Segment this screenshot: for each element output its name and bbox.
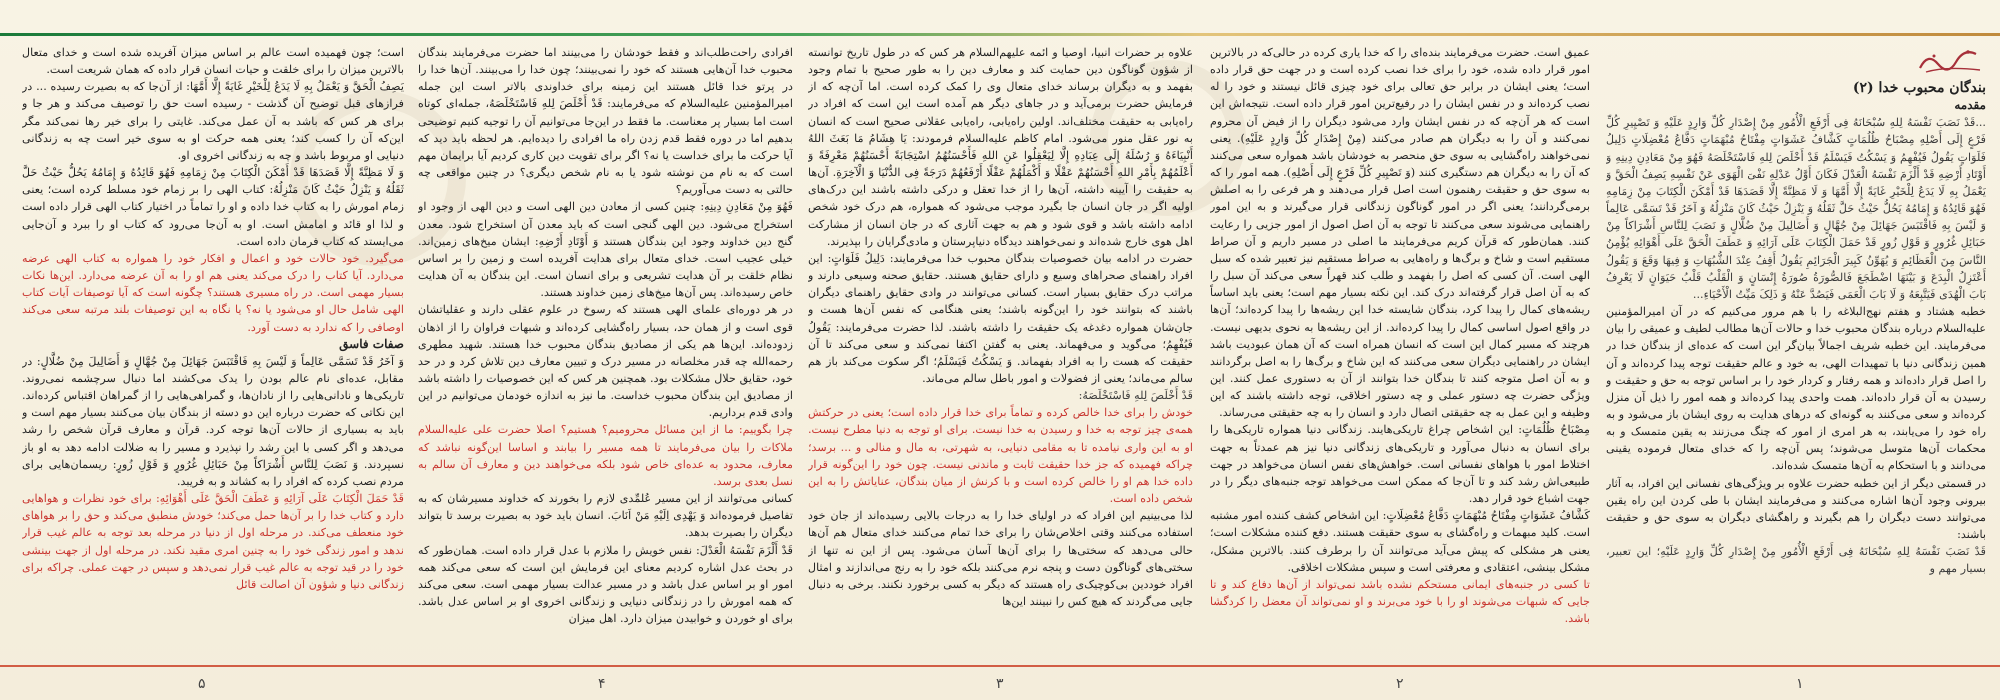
body-paragraph: کسانی می‌توانند از این مسیر عُلمِّدی لازم را بخورند که خداوند مسیرشان که به تفاصیل فرموده‌اند وَ یَهْدِی اِلَیْهِ مَنْ اَنَابَ. انسان باید خود به بصیرت برسد تا بتواند دیگران را بصیرت بدهد. xyxy=(418,492,793,540)
body-paragraph: در هر دوره‌ای علمای الهی هستند که رسوخ در علوم عقلی دارند و عقلیاتشان قوی است و از همان حد، بسیار راه‌گشایی کرده‌اند و شبهات فراوان را از اذهان زدوده‌اند. این‌ها هم یکی از مصادیق بندگان محبوب خدا هستند. شهید مطهری رحمه‌الله چه قدر مخلصانه در مسیر درک و تبیین معارف دین تلاش کرد و در حد خود، حقایق حلال مشکلات بود. همچنین هر کس که این خصوصیات را داشته باشد از مصادیق این بندگان محبوب خداست. ما نیز به اندازه خودمان می‌توانیم در این وادی قدم برداریم. xyxy=(418,303,793,420)
body-paragraph: افرادی راحت‌طلب‌اند و فقط خودشان را می‌بینند اما حضرت می‌فرمایند بندگان محبوب خدا آن‌هایی هستند که خود را نمی‌بینند؛ چون خدا را می‌بینند. آن‌ها خدا را در پرتو خدا قائل هستند این زمینه برای خداوندی بالاتر است این جمله امیرالمؤمنین علیه‌السلام که می‌فرمایند: قَدْ أَخْلَصَ لِلهِ فَاسْتَخْلَصَهُ، جمله‌ای کوتاه است اما بسیار پر معناست. ما فقط در این‌جا می‌توانیم آن را توجیه کنیم توضیحی بدهیم اما در دوره فقط قدم زدن راه ما افرادی را دیده‌ایم. هر لحظه باید دید که آیا حرکت ما برای خداست یا نه؟ اگر برای تقویت دین کاری کردیم آیا برایمان مهم است که به نام من نوشته شود یا به نام شخص دیگری؟ در چنین مواقعی چه حالتی به دست می‌آوریم؟ xyxy=(418,46,793,197)
hadith-paragraph: ...قَدْ نَصَبَ نَفْسَهُ لِلهِ سُبْحَانَهُ فِی أَرْفَعِ الْأُمُورِ مِنْ إِصْدَارِ کُلِّ وَارِدٍ عَلَیْهِ وَ تَصْیِیرِ کُلِّ فَرْعٍ إِلَی أَصْلِهِ مِصْبَاحُ ظُلُمَاتٍ کَشَّافُ عَشَوَاتٍ مِفْتَاحُ مُبْهَمَاتٍ دَفَّاعُ مُعْضِلَاتٍ دَلِیلُ فَلَوَاتٍ یَقُولُ فَیُفْهِمُ وَ یَسْکُتُ فَیَسْلَمُ قَدْ أَخْلَصَ لِلهِ فَاسْتَخْلَصَهُ فَهُوَ مِنْ مَعَادِنِ دِینِهِ وَ أَوْتَادِ أَرْضِهِ قَدْ أَلْزَمَ نَفْسَهُ الْعَدْلَ فَکَانَ أَوَّلُ عَدْلِهِ نَفْیَ الْهَوَی عَنْ نَفْسِهِ یَصِفُ الْحَقَّ وَ یَعْمَلُ بِهِ لَا یَدَعُ لِلْخَیْرِ غَایَةً إِلَّا أَمَّهَا وَ لَا مَظِنَّةً إِلَّا قَصَدَهَا قَدْ أَمْکَنَ الْکِتَابَ مِنْ زِمَامِهِ فَهُوَ قَائِدُهُ وَ إِمَامُهُ یَحُلُّ حَیْثُ حَلَّ ثَقَلُهُ وَ یَنْزِلُ حَیْثُ کَانَ مَنْزِلُهُ وَ آخَرُ قَدْ تَسَمَّی عَالِماً وَ لَیْسَ بِهِ فَاقْتَبَسَ جَهَائِلَ مِنْ جُهَّالٍ وَ أَضَالِیلَ مِنْ ضُلَّالٍ وَ نَصَبَ لِلنَّاسِ أَشْرَاکاً مِنْ حَبَائِلِ غُرُورٍ وَ قَوْلِ زُورٍ قَدْ حَمَلَ الْکِتَابَ عَلَی آرَائِهِ وَ عَطَفَ الْحَقَّ عَلَی أَهْوَائِهِ یُؤْمِنُ النَّاسَ مِنَ الْعَظَائِمِ وَ یُهَوِّنُ کَبِیرَ الْجَرَائِمِ یَقُولُ أَقِفُ عِنْدَ الشُّبُهَاتِ وَ فِیهَا وَقَعَ وَ یَقُولُ أَعْتَزِلُ الْبِدَعَ وَ بَیْنَهَا اضْطَجَعَ فَالصُّورَةُ صُورَةُ إِنْسَانٍ وَ الْقَلْبُ قَلْبُ حَیَوَانٍ لَا یَعْرِفُ بَابَ الْهُدَی فَیَتَّبِعَهُ وَ لَا بَابَ الْعَمَی فَیَصُدَّ عَنْهُ وَ ذَلِکَ مَیِّتُ الْأَحْیَاءِ... xyxy=(1606,116,1986,301)
body-paragraph: کَشَّافُ عَشَوَاتٍ مِفْتَاحُ مُبْهَمَاتٍ دَفَّاعُ مُعْضِلَاتٍ: این اشخاص کشف کننده امور مشتبه است. کلید مبهمات و راه‌گشای به سوی حقیقت هستند. دفع کننده مشکلات است؛ یعنی هر مشکلی که پیش می‌آید می‌توانند آن را برطرف کنند. بالاترین مشکل، مشکل بینشی، اعتقادی و معرفتی است و سپس مشکلات اخلاقی. xyxy=(1210,509,1590,574)
hadith-paragraph: قَدْ أَخْلَصَ لِلهِ فَاسْتَخْلَصَهُ: xyxy=(1078,389,1193,403)
highlight-paragraph: قَدْ حَمَلَ الْکِتَابَ عَلَی آرَائِهِ وَ عَطَفَ الْحَقَّ عَلَی أَهْوَائِهِ: برای خود نظرات و هواهایی دارد و کتاب خدا را بر آن‌ها حمل می‌کند؛ خودش منطبق می‌کند و حق را بر هواهای خود منعطف می‌کند. در مرحله اول از دنیا در مرحله بعد توجه به عالم غیب قرار ندهد و امور زندگی خود را به چنین امری مقید نکند. در مرحله اول از جهت بینشی خود را در قید توجه به عالم غیب قرار نمی‌دهد و سپس در جهت عملی. چراکه برای زندگانی دنیا و شؤون آن اصالت قائل xyxy=(22,492,404,591)
page-number-3: ۳ xyxy=(996,676,1004,692)
top-divider xyxy=(0,33,2000,36)
highlight-paragraph: چرا بگوییم: ما از این مسائل محرومیم؟ هستیم؟ اصلا حضرت علی علیه‌السلام ملاکات را بیان می‌فرمایند تا همه مسیر را بیابند و اساسا این‌گونه نباشد که معارف، محدود به عده‌ای خاص شود بلکه می‌خواهند دین و معارف آن سالم به نسل بعدی برسد. xyxy=(418,423,793,488)
body-paragraph: لذا می‌بینیم این افراد که در اولیای خدا را به درجات بالایی رسیده‌اند از جان خود استفاده می‌کنند وقتی اخلاص‌شان را برای خدا تمام می‌کنند خدای متعال هم آن‌ها حالی می‌دهد که سختی‌ها را برای آن‌ها آسان می‌شود. پس از این نه تنها از سختی‌های گوناگون دست و پنجه نرم می‌کنند بلکه خود را به رنج می‌اندازند و امثال افراد خوددین بی‌کوچیک‌ی راه هستند که دیگر به کسی برخورد نکنند. برخی به دنبال جایی می‌گردند که هیچ کس را نبینند این‌ها xyxy=(808,509,1193,608)
column-page-4 xyxy=(418,44,793,656)
body-paragraph: وَ آخَرُ قَدْ تَسَمَّی عَالِماً وَ لَیْسَ بِهِ فَاقْتَبَسَ جَهَائِلَ مِنْ جُهَّالٍ وَ أَضَالِیلَ مِنْ ضُلَّالٍ: در مقابل، عده‌ای نام عالم بودن را یدک می‌کشند اما دنبال سرچشمه نمی‌روند. تاریکی‌ها و نادانی‌هایی را از نادان‌ها، و گمراهی‌هایی را از گمراهان اقتباس کرده‌اند. این نکاتی که حضرت درباره این دو دسته از بندگان بیان می‌کنند بسیار مهم است و باید به بسیاری از حالات آن‌ها توجه کرد. قرآن و معارف قرآن شخص را رشد می‌دهد و اگر کسی با این رشد را نپذیرد و مسیر را به ضلالت ادامه دهد به او باز نسپردند. وَ نَصَبَ لِلنَّاسِ أَشْرَاکاً مِنْ حَبَائِلِ غُرُورٍ وَ قَوْلِ زُورٍ: ریسمان‌هایی برای مردم نصب کرده که افراد را به کشاند و به فریبد. xyxy=(22,354,404,488)
page-number-2: ۲ xyxy=(1396,676,1404,692)
highlight-paragraph: تا کسی در جنبه‌های ایمانی مستحکم نشده باشد نمی‌تواند از آن‌ها دفاع کند و تا جایی که شبهات می‌شوند او را با خود می‌برند و او نمی‌تواند آن معضل را کردگشا باشد. xyxy=(1210,577,1590,626)
page-number-1: ۱ xyxy=(1796,676,1804,692)
body-paragraph: قَدْ أَلْزَمَ نَفْسَهُ الْعَدْلَ: نفس خویش را ملازم با عدل قرار داده است. همان‌طور که در بحث عدل اشاره کردیم معنای این فرمایش این است که سعی می‌کند همه امور او بر اساس عدل باشد و در مسیر عدالت بسیار مهمی است. سعی می‌کند که همه امورش را در زندگانی دنیایی و زندگانی اخروی او بر اساس عدل باشد. برای او خوردن و خوابیدن میزان دارد. اهل میزان xyxy=(418,543,793,626)
column-page-3 xyxy=(808,44,1193,656)
body-paragraph: فَهُوَ مِنْ مَعَادِنِ دِینِهِ: چنین کسی از معادن دین الهی است و دین الهی از وجود او استخراج می‌شود. دین الهی گنجی است که باید معدن آن استخراج شود. معدن گنج دین خداوند وجود این بندگان هستند وَ أَوْتَادِ أَرْضِهِ: ایشان میخ‌های زمین‌اند. خیلی عجیب است. خدای متعال برای هدایت آفریده است و زمین را بر اساس نظام خلقت بر آن هدایت تشریعی و برای انسان است. این بندگان به آن هدایت خاص رسیده‌اند. پس آن‌ها میخ‌های زمین خداوند هستند. xyxy=(418,200,793,300)
body-paragraph: خطبه هشتاد و هفتم نهج‌البلاغه را با هم مرور می‌کنیم که در آن امیرالمؤمنین علیه‌السلام درباره بندگان محبوب خدا و حالات آن‌ها مطالب لطیف و عمیقی را بیان می‌فرمایند. این خطبه شریف اجمالاً بیان‌گر این است که عده‌ای از بندگان خدا در همین زندگانی دنیا با تمهیدات الهی، به خود و عالم حقیقت توجه پیدا کرده‌اند و آن را اصل قرار داده‌اند و همه رفتار و کردار خود را بر اساس توجه به حق و حقیقت و رسیدن به آن قرار داده‌اند. همت واحدی پیدا کرده‌اند و همه امور را ذیل آن منزل کرده‌اند و سعی می‌کنند به گونه‌ای که درهای هدایت به روی ایشان باز می‌شود و به راه خود را می‌یابند، به هر امری از امور که چنگ می‌زنند به یقین متمسک و به محکمات آن‌ها متوسل می‌شوند؛ پس آن‌چه را که خدای متعال فرموده یقینی می‌دانند و با استحکام به آن‌ها متمسک شده‌اند. xyxy=(1606,305,1986,473)
body-paragraph: وَ لَا مَظِنَّةً إِلَّا قَصَدَهَا قَدْ أَمْکَنَ الْکِتَابَ مِنْ زِمَامِهِ فَهُوَ قَائِدُهُ وَ إِمَامُهُ یَحُلُّ حَیْثُ حَلَّ ثَقَلُهُ وَ یَنْزِلُ حَیْثُ کَانَ مَنْزِلُهُ: کتاب الهی را بر زمام خود مسلط کرده است؛ یعنی زمام امورش را به کتاب خدا داده و او را تماماً در اختیار کتاب الهی قرار داده است و لذا او قائد و امامش است. او به آن‌جا می‌رود که کتاب او را ببرد و آن‌جایی می‌ایستد که کتاب فرمان داده است. xyxy=(22,166,404,248)
page-number-4: ۴ xyxy=(598,676,606,692)
body-paragraph: حضرت در ادامه بیان خصوصیات بندگان محبوب خدا می‌فرمایند: دَلِیلُ فَلَوَاتٍ: این افراد راهنمای صحراهای وسیع و دارای حقایق هستند. حقایق صحنه وسیعی دارند و مراتب درک حقایق بسیار است. کسانی می‌توانند در وادی حقایق راهنمای دیگران باشند که بتوانند خود را این‌گونه باشند؛ یعنی هنگامی که نفس آن‌ها هست و جان‌شان همواره دغدغه یک حقیقت را داشته باشند. لذا حضرت می‌فرمایند: یَقُولُ فَیُفْهِمُ؛ می‌گوید و می‌فهماند. یعنی به گفتن اکتفا نمی‌کند و سعی می‌کند تا آن حقیقت که هست را به افراد بفهماند. وَ یَسْکُتُ فَیَسْلَمُ؛ اگر سکوت می‌کند باز هم سالم می‌ماند؛ یعنی از فضولات و امور باطل سالم می‌ماند. xyxy=(808,251,1193,385)
intro-heading: مقدمه xyxy=(1954,98,1986,113)
bottom-divider xyxy=(0,665,2000,667)
column-page-1 xyxy=(1606,44,1986,656)
page-number-5: ۵ xyxy=(198,676,206,692)
hadith-paragraph: قَدْ نَصَبَ نَفْسَهُ لِلهِ سُبْحَانَهُ فِی أَرْفَعِ الْأُمُورِ مِنْ إِصْدَارِ کُلِّ وَارِدٍ عَلَیْهِ؛ این تعبیر، بسیار مهم و xyxy=(1606,545,1986,576)
section-heading-fasiq: صفات فاسق xyxy=(339,336,404,351)
highlight-paragraph: خودش را برای خدا خالص کرده و تماماً برای خدا قرار داده است؛ یعنی در حرکتش همه‌ی چیز توجه به خدا و رسیدن به خدا نیست. برای او توجه به دنیا مطرح نیست. او به این واری نیامده تا به مقامی دنیایی، به شهرتی، به مال و منالی و ... برسد؛ چراکه فهمیده که جز خدا حقیقت ثابت و ماندنی نیست. چون خود را این‌گونه قرار داده خدا هم او را خالص کرده است و با کرنش از میان بندگان، عنایاتش را به این شخص داده است. xyxy=(808,406,1193,506)
article-title: بندگان محبوب خدا (۲) xyxy=(1852,80,1986,96)
body-paragraph: یَصِفُ الْحَقَّ وَ یَعْمَلُ بِهِ لَا یَدَعُ لِلْخَیْرِ غَایَةً إِلَّا أَمَّهَا: از آن‌جا که به بصیرت رسیده ... در فرازهای قبل توضیح آن گذشت - رسیده است حق را توصیف می‌کند و هر جا و برای هر کس که باشد به آن عمل می‌کند. غایتی را برای خیر رها نمی‌کند مگر این‌که آن را کسب کند؛ یعنی همه حرکت او به سوی خیر است چه به زندگانی دنیایی او مربوط باشد و چه به زندگانی اخروی او. xyxy=(22,80,404,162)
body-paragraph: مِصْبَاحُ ظُلُمَاتٍ: این اشخاص چراغ تاریکی‌هایند. زندگانی دنیا همواره تاریکی‌ها را برای انسان به دنبال می‌آورد و تاریکی‌های زندگانی دنیا نیز هم عمدتاً به جهت اختلاط امور با هواهای نفسانی است. خواهش‌های نفس انسان می‌خواهد در جهت طبیعی‌اش رشد کند و تا آن‌جا که ممکن است می‌خواهد توجه جنبه‌های دیگر را در جهت اشباع خود قرار دهد. xyxy=(1210,423,1590,506)
column-page-5 xyxy=(22,44,404,656)
highlight-paragraph: می‌گیرد. خود حالات خود و اعمال و افکار خود را همواره به کتاب الهی عرضه می‌دارد. آیا کتاب را درک می‌کند یعنی هم او را به آن عرضه می‌دارد. این‌ها نکات بسیار مهمی است. در راه مسیری هستند؟ چگونه است که آیا توصیفات آیات کتاب الهی شامل حال او می‌شود یا نه؟ یا نگاه به این توصیفات بلند مرتبه سعی می‌کند اوصافی را که ندارد به دست آورد. xyxy=(22,251,404,334)
column-page-2 xyxy=(1210,44,1590,656)
body-paragraph: علاوه بر حضرات انبیا، اوصیا و ائمه علیهم‌السلام هر کس که در طول تاریخ توانسته از شؤون گوناگون دین حمایت کند و معارف دین را به طور صحیح با تمام وجود بفهمد و به دیگران برساند خدای متعال وی را کمک کرده است. اما آن‌چه که از فرمایش حضرت برمی‌آید و در جاهای دیگر هم آمده است این است که افراد در راه‌یابی به حقیقت مختلف‌اند. اولین راه‌یابی، راه‌یابی عقلانی صحیح است که انسان به نور عقل منور می‌شود. امام کاظم علیه‌السلام فرمودند: یَا هِشَامُ مَا بَعَثَ اللهُ أَنْبِیَاءَهُ وَ رُسُلَهُ إِلَی عِبَادِهِ إِلَّا لِیَعْقِلُوا عَنِ اللهِ فَأَحْسَنُهُمُ اسْتِجَابَةً أَحْسَنُهُمْ مَعْرِفَةً وَ أَعْلَمُهُمْ بِأَمْرِ اللهِ أَحْسَنُهُمْ عَقْلًا وَ أَکْمَلُهُمْ عَقْلًا أَرْفَعُهُمْ دَرَجَةً فِی الدُّنْیَا وَ الْآخِرَةِ. آن‌ها به حقیقت را آیینه داشته، آن‌ها را از خدا تعقل و درکی داشته باشند این درک‌های اولیه اگر در جان انسان جا بگیرد موجب می‌شود که همواره، هم درک خود شخص ادامه داشته باشد و قوی شود و هم به جهت آثاری که در جان انسان از مشارکت اهل هوی خارج شده‌اند و نمی‌خواهند دیدگاه دنیاپرستان و مادی‌گرایان را بپذیرند. xyxy=(808,46,1193,248)
bismillah-calligraphy xyxy=(1916,44,1986,78)
body-paragraph: است؛ چون فهمیده است عالم بر اساس میزان آفریده شده است و خدای متعال بالاترین میزان را برای خلقت و حیات انسان قرار داده که همان شریعت است. xyxy=(22,46,404,77)
body-paragraph: عمیق است. حضرت می‌فرمایند بنده‌ای را که خدا یاری کرده در حالی‌که در بالاترین امور قرار داده شده، خود را برای خدا نصب کرده است و در جهت حق قرار داده است؛ یعنی ایشان در برابر حق تعالی برای خود چیزی قائل نیستند و خود را له نصب کرده‌اند و در نفس ایشان را در رفیع‌ترین امور قرار داده است. نتیجه‌اش این است که هر آن‌چه که در نفس ایشان وارد می‌شود دیگران را از فیض آن محروم نمی‌کنند و آن را به دیگران هم صادر می‌کنند (مِنْ إِصْدَارِ کُلِّ وَارِدٍ عَلَیْهِ). یعنی نمی‌خواهند راه‌گشایی به سوی حق منحصر به خودشان باشد همواره سعی می‌کنند که آن را به دیگران هم دستگیری کنند (وَ تَصْیِیرِ کُلِّ فَرْعٍ إِلَی أَصْلِهِ). همه امور را که به سوی حق و حقیقت رهنمون است اصل قرار می‌دهند و هر فرعی را به اصلش برمی‌گردانند؛ یعنی اگر در امور گوناگون زندگانی قرار می‌گیرند و به این امور راهنمایی می‌شوند سعی می‌کنند تا توجه به آن اصل اصول از امور جزیی را رعایت کنند. همان‌طور که قرآن کریم می‌فرمایند ما اصلی در مسیر داریم و آن صراط مستقیم است و شاخ و برگ‌ها و راه‌هایی به صراط مستقیم نیز تعبیر شده که سبل الهی است. آن کسی که اصل را بفهمد و طلب کند قهراً سعی می‌کند آن سبل را که به آن اصل قرار گرفته‌اند درک کند. این نکته بسیار مهم است؛ یعنی باید اساساً ریشه‌های کمال را پیدا کرد، بندگان شایسته خدا این ریشه‌ها را پیدا کرده‌اند؛ آن‌ها در واقع اصول اساسی کمال را پیدا کرده‌اند. از این ریشه‌ها به نحوی بدیهی نیست. هرچند که مسیر کمال این است که انسان همراه است که آن همان عبودیت باشد ایشان در راهنمایی دیگران سعی می‌کنند که این شاخ و برگ‌ها را به اصل برگردانند و به آن اصل متوجه کنند تا بندگان خدا بتوانند از آن به دستوری عمل کنند. این ویژگی حضرت چه دستور عملی و چه دستور اخلاقی، توجه داشته باشند که این وظیفه و این عمل به چه حقیقتی اتصال دارد و انسان را به چه حقیقتی می‌رساند. xyxy=(1210,46,1590,420)
body-paragraph: در قسمتی دیگر از این خطبه حضرت علاوه بر ویژگی‌های نفسانی این افراد، به آثار بیرونی وجود آن‌ها اشاره می‌کنند و می‌فرمایند ایشان با طی کردن این راه یقین می‌توانند دست دیگران را هم بگیرند و راهگشای دیگران به سوی حق و حقیقت باشند: xyxy=(1606,476,1986,542)
